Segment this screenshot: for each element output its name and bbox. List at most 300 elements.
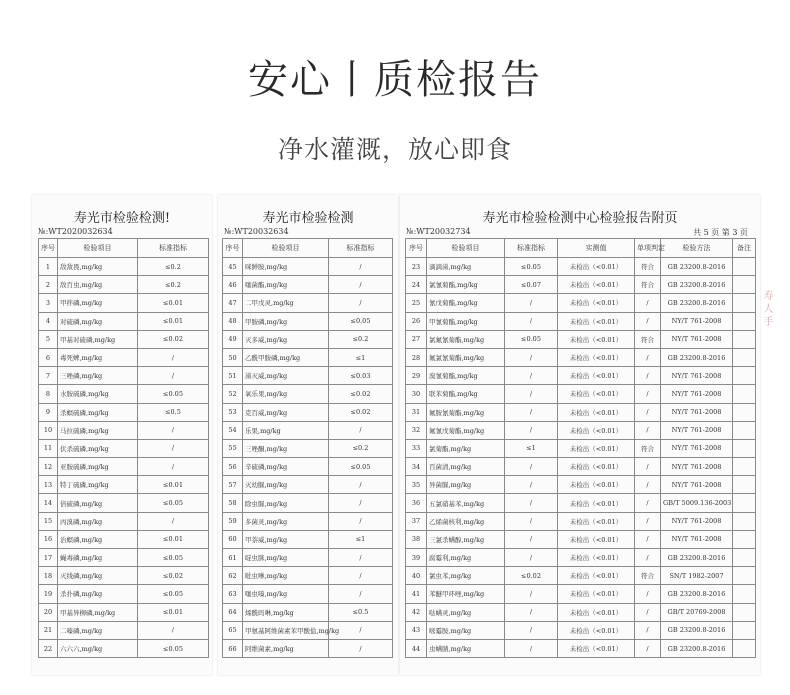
table-cell: [733, 494, 756, 512]
table-cell: 35: [406, 476, 427, 494]
table-row: [223, 294, 393, 312]
table-cell: GB 23200.8-2016: [661, 585, 733, 603]
table-cell: 二嗪磷,mg/kg: [58, 621, 138, 639]
table-cell: 甲氰菊酯,mg/kg: [427, 312, 505, 330]
table-cell: [733, 639, 756, 657]
table-row: [223, 367, 393, 385]
table-cell: 嘧霉胺,mg/kg: [427, 621, 505, 639]
table-row: [223, 603, 393, 621]
table-row: [406, 512, 756, 530]
table-cell: ≤1: [505, 439, 558, 457]
table-cell: 56: [223, 458, 243, 476]
table-cell: [733, 258, 756, 276]
table-row: [223, 312, 393, 330]
table-row: [39, 603, 209, 621]
table-cell: 氟胺氰菊酯,mg/kg: [427, 403, 505, 421]
table-cell: 59: [223, 512, 243, 530]
table-cell: 36: [406, 494, 427, 512]
table-cell: /: [505, 458, 558, 476]
table-cell: GB 23200.8-2016: [661, 639, 733, 657]
column-header: 检验项目: [427, 239, 505, 258]
table-cell: /: [138, 621, 209, 639]
table-cell: 18: [39, 567, 58, 585]
table-cell: 61: [223, 549, 243, 567]
table-cell: 三唑磷,mg/kg: [58, 367, 138, 385]
table-cell: NY/T 761-2008: [661, 530, 733, 548]
table-cell: NY/T 761-2008: [661, 421, 733, 439]
table-cell: /: [505, 476, 558, 494]
table-row: [223, 530, 393, 548]
table-cell: 六六六,mg/kg: [58, 639, 138, 657]
table-row: [223, 639, 393, 657]
table-cell: ≤0.05: [138, 585, 209, 603]
table-cell: ≤0.01: [138, 312, 209, 330]
table-row: [223, 348, 393, 366]
table-cell: 伏杀硫磷,mg/kg: [58, 439, 138, 457]
table-cell: 53: [223, 403, 243, 421]
table-cell: 未检出（<0.01）: [558, 603, 635, 621]
table-cell: 64: [223, 603, 243, 621]
table-cell: /: [505, 530, 558, 548]
table-cell: 甲基异柳磷,mg/kg: [58, 603, 138, 621]
table-cell: /: [329, 585, 393, 603]
table-row: [223, 549, 393, 567]
table-row: [39, 458, 209, 476]
table-cell: 11: [39, 439, 58, 457]
table-cell: 未检出（<0.01）: [558, 276, 635, 294]
table-row: [406, 385, 756, 403]
table-cell: 氟氰戊菊酯,mg/kg: [427, 421, 505, 439]
table-cell: 亚胺硫磷,mg/kg: [58, 458, 138, 476]
table-cell: /: [635, 530, 661, 548]
table-row: [406, 258, 756, 276]
table-cell: 12: [39, 458, 58, 476]
table-cell: 蝇毒磷,mg/kg: [58, 549, 138, 567]
table-cell: 氯氟氰菊酯,mg/kg: [427, 330, 505, 348]
table-row: [406, 494, 756, 512]
table-cell: 62: [223, 567, 243, 585]
report-sheet-3: [400, 195, 760, 675]
report-sheet-2: [218, 195, 398, 675]
table-cell: 联苯菊酯,mg/kg: [427, 385, 505, 403]
table-cell: 1: [39, 258, 58, 276]
table-cell: 20: [39, 603, 58, 621]
table-cell: /: [635, 294, 661, 312]
table-cell: /: [635, 348, 661, 366]
table-cell: ≤1: [329, 348, 393, 366]
table-cell: [733, 530, 756, 548]
table-row: [39, 258, 209, 276]
table-row: [39, 567, 209, 585]
table-cell: ≤0.01: [138, 530, 209, 548]
table-cell: /: [329, 567, 393, 585]
table-cell: 符合: [635, 567, 661, 585]
table-cell: NY/T 761-2008: [661, 385, 733, 403]
table-cell: [733, 458, 756, 476]
table-cell: /: [635, 458, 661, 476]
column-header: 标准指标: [505, 239, 558, 258]
table-cell: NY/T 761-2008: [661, 458, 733, 476]
table-cell: 60: [223, 530, 243, 548]
table-cell: 17: [39, 549, 58, 567]
table-row: [39, 421, 209, 439]
table-cell: 47: [223, 294, 243, 312]
report-number: №:WT2020032634: [38, 227, 113, 236]
table-cell: 16: [39, 530, 58, 548]
table-cell: 8: [39, 385, 58, 403]
table-cell: 未检出（<0.01）: [558, 421, 635, 439]
table-cell: ≤0.2: [329, 439, 393, 457]
table-cell: 除虫脲,mg/kg: [243, 494, 329, 512]
table-cell: [733, 621, 756, 639]
table-cell: 甲拌磷,mg/kg: [58, 294, 138, 312]
table-cell: /: [505, 621, 558, 639]
table-row: [406, 348, 756, 366]
table-row: [39, 294, 209, 312]
table-cell: 54: [223, 421, 243, 439]
table-cell: 杀扑磷,mg/kg: [58, 585, 138, 603]
sheet-title: 寿光市检验检测: [262, 211, 354, 226]
table-cell: /: [505, 639, 558, 657]
table-row: [223, 567, 393, 585]
table-cell: 未检出（<0.01）: [558, 512, 635, 530]
table-row: [39, 512, 209, 530]
table-row: [406, 639, 756, 657]
table-cell: GB/T 5009.136-2003: [661, 494, 733, 512]
table-cell: [733, 330, 756, 348]
table-cell: 2: [39, 276, 58, 294]
column-header: 实测值: [558, 239, 635, 258]
table-cell: [733, 549, 756, 567]
table-cell: NY/T 761-2008: [661, 403, 733, 421]
table-row: [223, 421, 393, 439]
table-cell: 26: [406, 312, 427, 330]
table-cell: 噻菌酯,mg/kg: [243, 276, 329, 294]
table-cell: 未检出（<0.01）: [558, 439, 635, 457]
table-cell: 未检出（<0.01）: [558, 367, 635, 385]
table-row: [406, 621, 756, 639]
table-cell: [733, 294, 756, 312]
table-cell: ≤0.05: [329, 458, 393, 476]
table-cell: /: [635, 312, 661, 330]
column-header: 检验项目: [243, 239, 329, 258]
table-cell: 甲氨基阿维菌素苯甲酸盐,mg/kg: [243, 621, 329, 639]
table-cell: GB 23200.8-2016: [661, 621, 733, 639]
table-cell: 未检出（<0.01）: [558, 348, 635, 366]
table-cell: 40: [406, 567, 427, 585]
table-cell: 五氯硝基苯,mg/kg: [427, 494, 505, 512]
table-cell: 特丁硫磷,mg/kg: [58, 476, 138, 494]
table-row: [406, 585, 756, 603]
table-cell: 噻虫嗪,mg/kg: [243, 585, 329, 603]
table-cell: /: [635, 476, 661, 494]
table-row: [223, 276, 393, 294]
table-cell: GB/T 20769-2008: [661, 603, 733, 621]
table-cell: 甲基对硫磷,mg/kg: [58, 330, 138, 348]
table-cell: ≤0.05: [138, 385, 209, 403]
table-cell: [733, 348, 756, 366]
table-cell: 43: [406, 621, 427, 639]
table-cell: GB 23200.8-2016: [661, 294, 733, 312]
table-cell: 19: [39, 585, 58, 603]
table-cell: 腐霉利,mg/kg: [427, 549, 505, 567]
table-cell: ≤0.02: [329, 403, 393, 421]
table-cell: 未检出（<0.01）: [558, 530, 635, 548]
table-cell: 甲胺磷,mg/kg: [243, 312, 329, 330]
column-header: 标准指标: [138, 239, 209, 258]
table-cell: ≤1: [329, 530, 393, 548]
table-row: [223, 476, 393, 494]
table-cell: 未检出（<0.01）: [558, 458, 635, 476]
table-cell: 4: [39, 312, 58, 330]
table-cell: 10: [39, 421, 58, 439]
table-cell: 44: [406, 639, 427, 657]
table-cell: 66: [223, 639, 243, 657]
table-row: [39, 403, 209, 421]
table-cell: 33: [406, 439, 427, 457]
table-cell: 未检出（<0.01）: [558, 639, 635, 657]
table-cell: NY/T 761-2008: [661, 476, 733, 494]
table-cell: 15: [39, 512, 58, 530]
table-cell: [733, 421, 756, 439]
table-cell: 51: [223, 367, 243, 385]
table-row: [39, 330, 209, 348]
table-row: [406, 330, 756, 348]
table-row: [406, 476, 756, 494]
table-cell: 32: [406, 421, 427, 439]
table-cell: ≤0.02: [138, 567, 209, 585]
table-cell: GB 23200.8-2016: [661, 276, 733, 294]
report-number: №:WT20032734: [406, 227, 471, 236]
table-cell: 氧乐果,mg/kg: [243, 385, 329, 403]
table-cell: ≤0.02: [329, 385, 393, 403]
table-cell: 克百威,mg/kg: [243, 403, 329, 421]
table-row: [39, 494, 209, 512]
table-cell: 37: [406, 512, 427, 530]
table-cell: [733, 403, 756, 421]
table-row: [39, 549, 209, 567]
table-cell: /: [635, 512, 661, 530]
table-cell: 虫螨腈,mg/kg: [427, 639, 505, 657]
column-header: 单项判定: [635, 239, 661, 258]
table-row: [223, 385, 393, 403]
table-row: [406, 312, 756, 330]
table-cell: /: [329, 294, 393, 312]
table-cell: 乙酰甲胺磷,mg/kg: [243, 348, 329, 366]
table-cell: 哒螨灵,mg/kg: [427, 603, 505, 621]
table-cell: ≤0.2: [329, 330, 393, 348]
table-cell: NY/T 761-2008: [661, 367, 733, 385]
table-cell: [733, 603, 756, 621]
table-cell: 3: [39, 294, 58, 312]
table-cell: 30: [406, 385, 427, 403]
table-row: [406, 567, 756, 585]
table-cell: ≤0.5: [138, 403, 209, 421]
table-cell: 二甲戊灵,mg/kg: [243, 294, 329, 312]
table-row: [39, 276, 209, 294]
report-number: №:WT20032634: [224, 227, 289, 236]
table-cell: 阿维菌素,mg/kg: [243, 639, 329, 657]
table-cell: /: [138, 512, 209, 530]
table-row: [223, 621, 393, 639]
table-cell: [733, 385, 756, 403]
table-cell: ≤0.02: [505, 567, 558, 585]
table-cell: 22: [39, 639, 58, 657]
table-cell: 34: [406, 458, 427, 476]
table-cell: 异菌脲,mg/kg: [427, 476, 505, 494]
table-cell: 对硫磷,mg/kg: [58, 312, 138, 330]
table-cell: 溴氰菊酯,mg/kg: [427, 367, 505, 385]
table-cell: 灭线磷,mg/kg: [58, 567, 138, 585]
table-cell: /: [329, 421, 393, 439]
table-cell: 未检出（<0.01）: [558, 494, 635, 512]
table-cell: 氰戊菊酯,mg/kg: [427, 294, 505, 312]
table-cell: ≤0.05: [505, 258, 558, 276]
table-cell: GB 23200.8-2016: [661, 258, 733, 276]
table-cell: NY/T 761-2008: [661, 439, 733, 457]
page-info: 共 5 页 第 3 页: [693, 228, 748, 237]
table-cell: 46: [223, 276, 243, 294]
table-cell: 57: [223, 476, 243, 494]
table-cell: [733, 276, 756, 294]
table-cell: [733, 439, 756, 457]
table-cell: /: [138, 348, 209, 366]
table-row: [406, 439, 756, 457]
table-row: [223, 512, 393, 530]
table-cell: ≤0.02: [138, 330, 209, 348]
table-cell: 符合: [635, 330, 661, 348]
table-cell: /: [329, 512, 393, 530]
table-row: [223, 258, 393, 276]
table-cell: 65: [223, 621, 243, 639]
table-cell: [733, 476, 756, 494]
table-cell: 涕灭威,mg/kg: [243, 367, 329, 385]
table-cell: 未检出（<0.01）: [558, 585, 635, 603]
sheet-title: 寿光市检验检测中心检验报告附页: [482, 211, 678, 226]
table-cell: 38: [406, 530, 427, 548]
table-cell: 辛硫磷,mg/kg: [243, 458, 329, 476]
table-row: [223, 494, 393, 512]
table-cell: 丙溴磷,mg/kg: [58, 512, 138, 530]
table-cell: 55: [223, 439, 243, 457]
table-cell: 14: [39, 494, 58, 512]
table-cell: 21: [39, 621, 58, 639]
table-cell: ≤0.05: [138, 639, 209, 657]
table-cell: 苯醚甲环唑,mg/kg: [427, 585, 505, 603]
table-cell: 49: [223, 330, 243, 348]
table-cell: 6: [39, 348, 58, 366]
table-cell: 吡虫啉,mg/kg: [243, 567, 329, 585]
table-cell: /: [635, 549, 661, 567]
table-cell: 42: [406, 603, 427, 621]
table-row: [406, 367, 756, 385]
table-cell: 符合: [635, 276, 661, 294]
table-cell: 未检出（<0.01）: [558, 476, 635, 494]
table-row: [39, 621, 209, 639]
table-cell: /: [505, 367, 558, 385]
table-row: [406, 603, 756, 621]
table-cell: 45: [223, 258, 243, 276]
table-row: [406, 276, 756, 294]
table-cell: NY/T 761-2008: [661, 312, 733, 330]
table-cell: /: [635, 494, 661, 512]
sheet-title: 寿光市检验检测!: [73, 211, 171, 226]
inspection-table: [405, 238, 756, 658]
table-cell: /: [505, 494, 558, 512]
table-cell: 氟氯氰菊酯,mg/kg: [427, 348, 505, 366]
table-cell: 未检出（<0.01）: [558, 567, 635, 585]
table-cell: /: [329, 621, 393, 639]
table-cell: 灭多威,mg/kg: [243, 330, 329, 348]
table-row: [39, 639, 209, 657]
table-cell: 7: [39, 367, 58, 385]
table-cell: 25: [406, 294, 427, 312]
table-cell: 倍硫磷,mg/kg: [58, 494, 138, 512]
table-row: [39, 348, 209, 366]
table-cell: ≤0.03: [329, 367, 393, 385]
table-cell: ≤0.05: [329, 312, 393, 330]
table-cell: /: [138, 458, 209, 476]
table-cell: 咪鲜胺,mg/kg: [243, 258, 329, 276]
table-cell: NY/T 761-2008: [661, 512, 733, 530]
table-cell: 未检出（<0.01）: [558, 621, 635, 639]
table-cell: [733, 512, 756, 530]
table-row: [39, 312, 209, 330]
inspection-table: [222, 238, 393, 658]
table-cell: ≤0.05: [138, 494, 209, 512]
table-row: [406, 403, 756, 421]
table-cell: 滴滴涕,mg/kg: [427, 258, 505, 276]
table-cell: /: [329, 476, 393, 494]
table-row: [406, 458, 756, 476]
table-cell: 27: [406, 330, 427, 348]
inspection-table: [38, 238, 209, 658]
table-row: [39, 530, 209, 548]
table-cell: 未检出（<0.01）: [558, 312, 635, 330]
table-cell: [733, 367, 756, 385]
table-cell: 未检出（<0.01）: [558, 403, 635, 421]
report-sheet-1: [32, 195, 212, 675]
table-cell: /: [505, 403, 558, 421]
table-cell: 31: [406, 403, 427, 421]
table-cell: /: [505, 385, 558, 403]
table-cell: /: [505, 421, 558, 439]
table-cell: /: [505, 312, 558, 330]
table-row: [223, 330, 393, 348]
table-cell: /: [635, 585, 661, 603]
table-cell: /: [635, 385, 661, 403]
column-header: 标准指标: [329, 239, 393, 258]
table-cell: 敌敌畏,mg/kg: [58, 258, 138, 276]
table-cell: /: [505, 603, 558, 621]
table-row: [406, 530, 756, 548]
column-header: 备注: [733, 239, 756, 258]
column-header: 序号: [406, 239, 427, 258]
table-cell: NY/T 761-2008: [661, 330, 733, 348]
table-cell: GB 23200.8-2016: [661, 549, 733, 567]
table-cell: ≤0.05: [138, 549, 209, 567]
table-cell: /: [329, 258, 393, 276]
table-cell: GB 23200.8-2016: [661, 348, 733, 366]
table-cell: 39: [406, 549, 427, 567]
column-header: 检验方法: [661, 239, 733, 258]
table-row: [39, 585, 209, 603]
table-cell: 灭幼脲,mg/kg: [243, 476, 329, 494]
table-cell: [733, 567, 756, 585]
table-cell: 未检出（<0.01）: [558, 258, 635, 276]
table-cell: /: [505, 294, 558, 312]
table-cell: /: [138, 367, 209, 385]
